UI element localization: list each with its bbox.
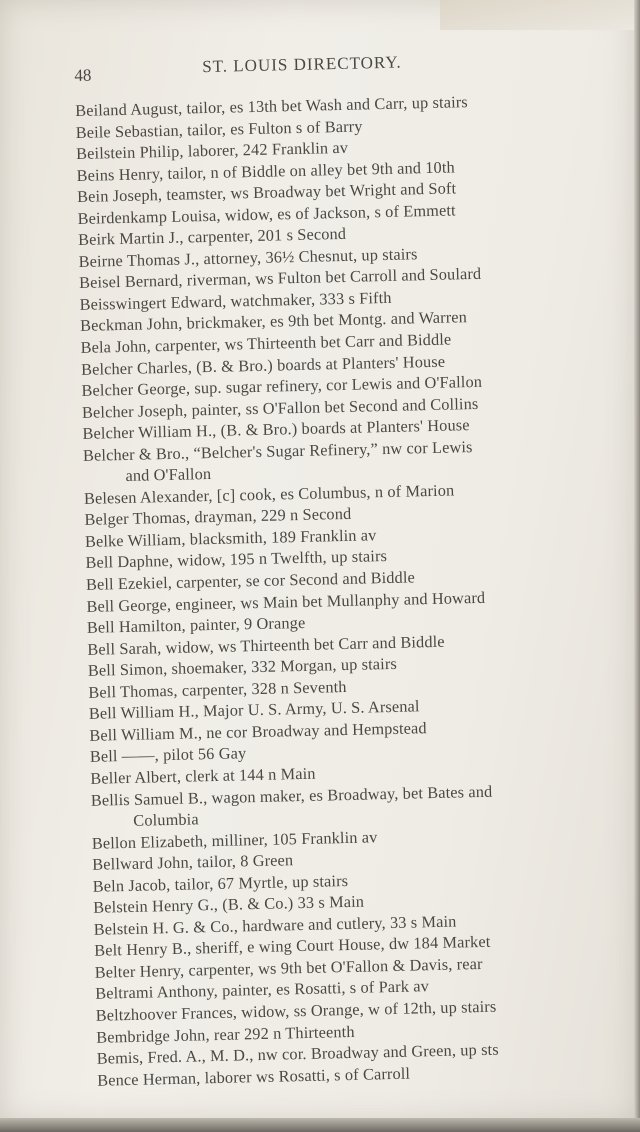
directory-entry: Belger Thomas, drayman, 229 n Second [84, 504, 352, 530]
directory-entry: Belt Henry B., sheriff, e wing Court House, dw 184 Market [94, 932, 491, 961]
directory-entry: Bell ——, pilot 56 Gay [89, 743, 247, 767]
directory-entry: Bemis, Fred. A., M. D., nw cor. Broadway and Green, up sts [96, 1039, 499, 1068]
directory-entry: Belcher George, sup. sugar refinery, cor Lewis and O'Fallon [81, 371, 483, 401]
directory-entry: Beltzhoover Frances, widow, ss Orange, w of 12th, up stairs [95, 996, 497, 1025]
directory-entry: Belke William, blacksmith, 189 Franklin av [84, 525, 377, 551]
page-number: 48 [74, 65, 92, 85]
directory-entries [75, 88, 637, 1091]
directory-entry-continuation: and O'Fallon [125, 464, 212, 486]
directory-entry: Belcher & Bro., “Belcher's Sugar Refinery,” nw cor Lewis [82, 436, 473, 465]
page-header [74, 46, 615, 94]
page-content [74, 46, 637, 1091]
directory-entry: Belstein H. G. & Co., hardware and cutlery, 33 s Main [93, 911, 457, 939]
directory-entry: Belter Henry, carpenter, ws 9th bet O'Fallon & Davis, rear [94, 953, 483, 982]
directory-entry: Bence Herman, laborer ws Rosatti, s of Carroll [96, 1063, 411, 1090]
directory-entry: Belcher Charles, (B. & Bro.) boards at Planters' House [80, 351, 446, 379]
directory-entry: Bellon Elizabeth, milliner, 105 Franklin av [91, 826, 378, 853]
directory-entry: Beller Albert, clerk at 144 n Main [90, 763, 316, 788]
page-fold [440, 0, 640, 30]
directory-entry: Bell Hamilton, painter, 9 Orange [86, 613, 306, 637]
directory-entry: Bell William H., Major U. S. Army, U. S. Arsenal [88, 696, 420, 724]
page-edge-bottom [0, 1118, 640, 1132]
directory-entry: Beile Sebastian, tailor, es Fulton s of Barry [75, 116, 363, 142]
page-title: ST. LOUIS DIRECTORY. [202, 52, 402, 77]
directory-entry: Belstein Henry G., (B. & Co.) 33 s Main [93, 891, 365, 918]
directory-entry: Beirdenkamp Louisa, widow, es of Jackson, s of Emmett [77, 200, 456, 228]
directory-entry: Beisel Bernard, riverman, ws Fulton bet Carroll and Soulard [78, 264, 482, 293]
directory-entry: Beckman John, brickmaker, es 9th bet Montg. and Warren [79, 307, 468, 336]
directory-entry: Bembridge John, rear 292 n Thirteenth [95, 1021, 355, 1047]
directory-entry: Beisswingert Edward, watchmaker, 333 s Fifth [79, 287, 392, 314]
directory-entry: Bell Ezekiel, carpenter, se cor Second and Biddle [85, 567, 416, 594]
directory-entry: Bell William M., ne cor Broadway and Hempstead [89, 718, 427, 745]
directory-entry: Bell Sarah, widow, ws Thirteenth bet Carr and Biddle [87, 631, 445, 659]
directory-entry: Bela John, carpenter, ws Thirteenth bet Carr and Biddle [80, 329, 452, 357]
directory-entry: Bell Daphne, widow, 195 n Twelfth, up stairs [85, 546, 388, 573]
directory-entry: Belcher William H., (B. & Bro.) boards at Planters' House [82, 415, 470, 444]
directory-entry: Belcher Joseph, painter, ss O'Fallon bet Second and Collins [81, 393, 479, 422]
directory-entry: Beln Jacob, tailor, 67 Myrtle, up stairs [92, 870, 349, 896]
directory-entry: Beilstein Philip, laborer, 242 Franklin av [75, 137, 349, 164]
directory-entry: Bellward John, tailor, 8 Green [92, 850, 294, 874]
directory-entry: Beiland August, tailor, es 13th bet Wash and Carr, up stairs [74, 92, 469, 120]
directory-entry: Belesen Alexander, [c] cook, es Columbus, n of Marion [83, 480, 455, 508]
directory-entry: Beins Henry, tailor, n of Biddle on alley bet 9th and 10th [76, 157, 456, 185]
directory-entry-continuation: Columbia [133, 809, 199, 830]
directory-entry: Beirne Thomas J., attorney, 36½ Chesnut, up stairs [78, 244, 418, 271]
directory-entry: Beirk Martin J., carpenter, 201 s Second [77, 224, 347, 250]
directory-entry: Bell Thomas, carpenter, 328 n Seventh [88, 676, 347, 702]
directory-entry: Beltrami Anthony, painter, es Rosatti, s of Park av [95, 976, 430, 1004]
page-edge-right [634, 0, 640, 1132]
directory-entry: Bell Simon, shoemaker, 332 Morgan, up stairs [87, 654, 398, 681]
directory-entry: Bellis Samuel B., wagon maker, es Broadway, bet Bates and [90, 781, 493, 810]
directory-entry: Bell George, engineer, ws Main bet Mullanphy and Howard [86, 587, 486, 616]
directory-entry: Bein Joseph, teamster, ws Broadway bet Wright and Soft [76, 178, 457, 207]
